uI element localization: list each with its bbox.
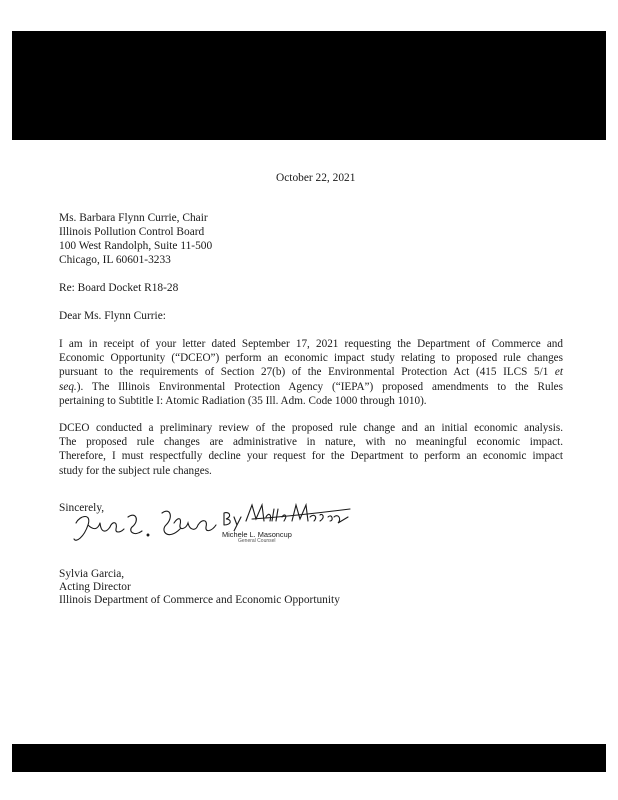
signer-name: Sylvia Garcia, (59, 568, 125, 580)
recipient-city: Chicago, IL 60601-3233 (59, 254, 171, 266)
signer-department: Illinois Department of Commerce and Economic Opportunity (59, 594, 340, 606)
closing: Sincerely, (59, 502, 105, 514)
para1-line: pertaining to Subtitle I: Atomic Radiation (35 Ill. Adm. Code 1000 through 1010). (59, 394, 427, 407)
para2-line: The proposed rule changes are administrative in nature, with no meaningful economic impact. (59, 436, 563, 449)
para1-line: I am in receipt of your letter dated September 17, 2021 requesting the Department of Commerce and (59, 338, 563, 350)
para2-line: DCEO conducted a preliminary review of the proposed rule change and an initial economic analysis. (59, 422, 563, 434)
redaction-bar-top (12, 31, 606, 140)
paragraph-2 (59, 421, 563, 478)
para1-line (59, 380, 563, 394)
redaction-bar-bottom (12, 744, 606, 772)
recipient-name: Ms. Barbara Flynn Currie, Chair (59, 212, 208, 224)
para2-line: Therefore, I must respectfully decline your request for the Department to perform an economic impact (59, 450, 563, 463)
counsel-title: General Counsel (238, 538, 276, 544)
para1-line-text: ). The Illinois Environmental Protection Agency (“IEPA”) proposed amendments to the Rules (76, 380, 563, 393)
salutation: Dear Ms. Flynn Currie: (59, 310, 166, 322)
paragraph-1 (59, 337, 563, 408)
recipient-street: 100 West Randolph, Suite 11-500 (59, 240, 213, 252)
para1-et: et (554, 366, 563, 379)
letter-date: October 22, 2021 (276, 172, 356, 184)
para1-line-text: pursuant to the requirements of Section 27(b) of the Environmental Protection Act (415 ILCS 5/1 (59, 366, 555, 379)
director-signature (70, 503, 220, 555)
para1-line (59, 365, 563, 379)
para2-line: study for the subject rule changes. (59, 464, 212, 477)
para1-seq: seq. (59, 380, 77, 393)
reference-line: Re: Board Docket R18-28 (59, 282, 179, 294)
signer-title: Acting Director (59, 581, 131, 593)
recipient-org: Illinois Pollution Control Board (59, 226, 205, 238)
counsel-signature (222, 499, 352, 531)
para1-line: Economic Opportunity (“DCEO”) perform an economic impact study relating to proposed rule changes (59, 352, 563, 365)
counsel-name: Michele L. Masoncup (222, 530, 292, 539)
